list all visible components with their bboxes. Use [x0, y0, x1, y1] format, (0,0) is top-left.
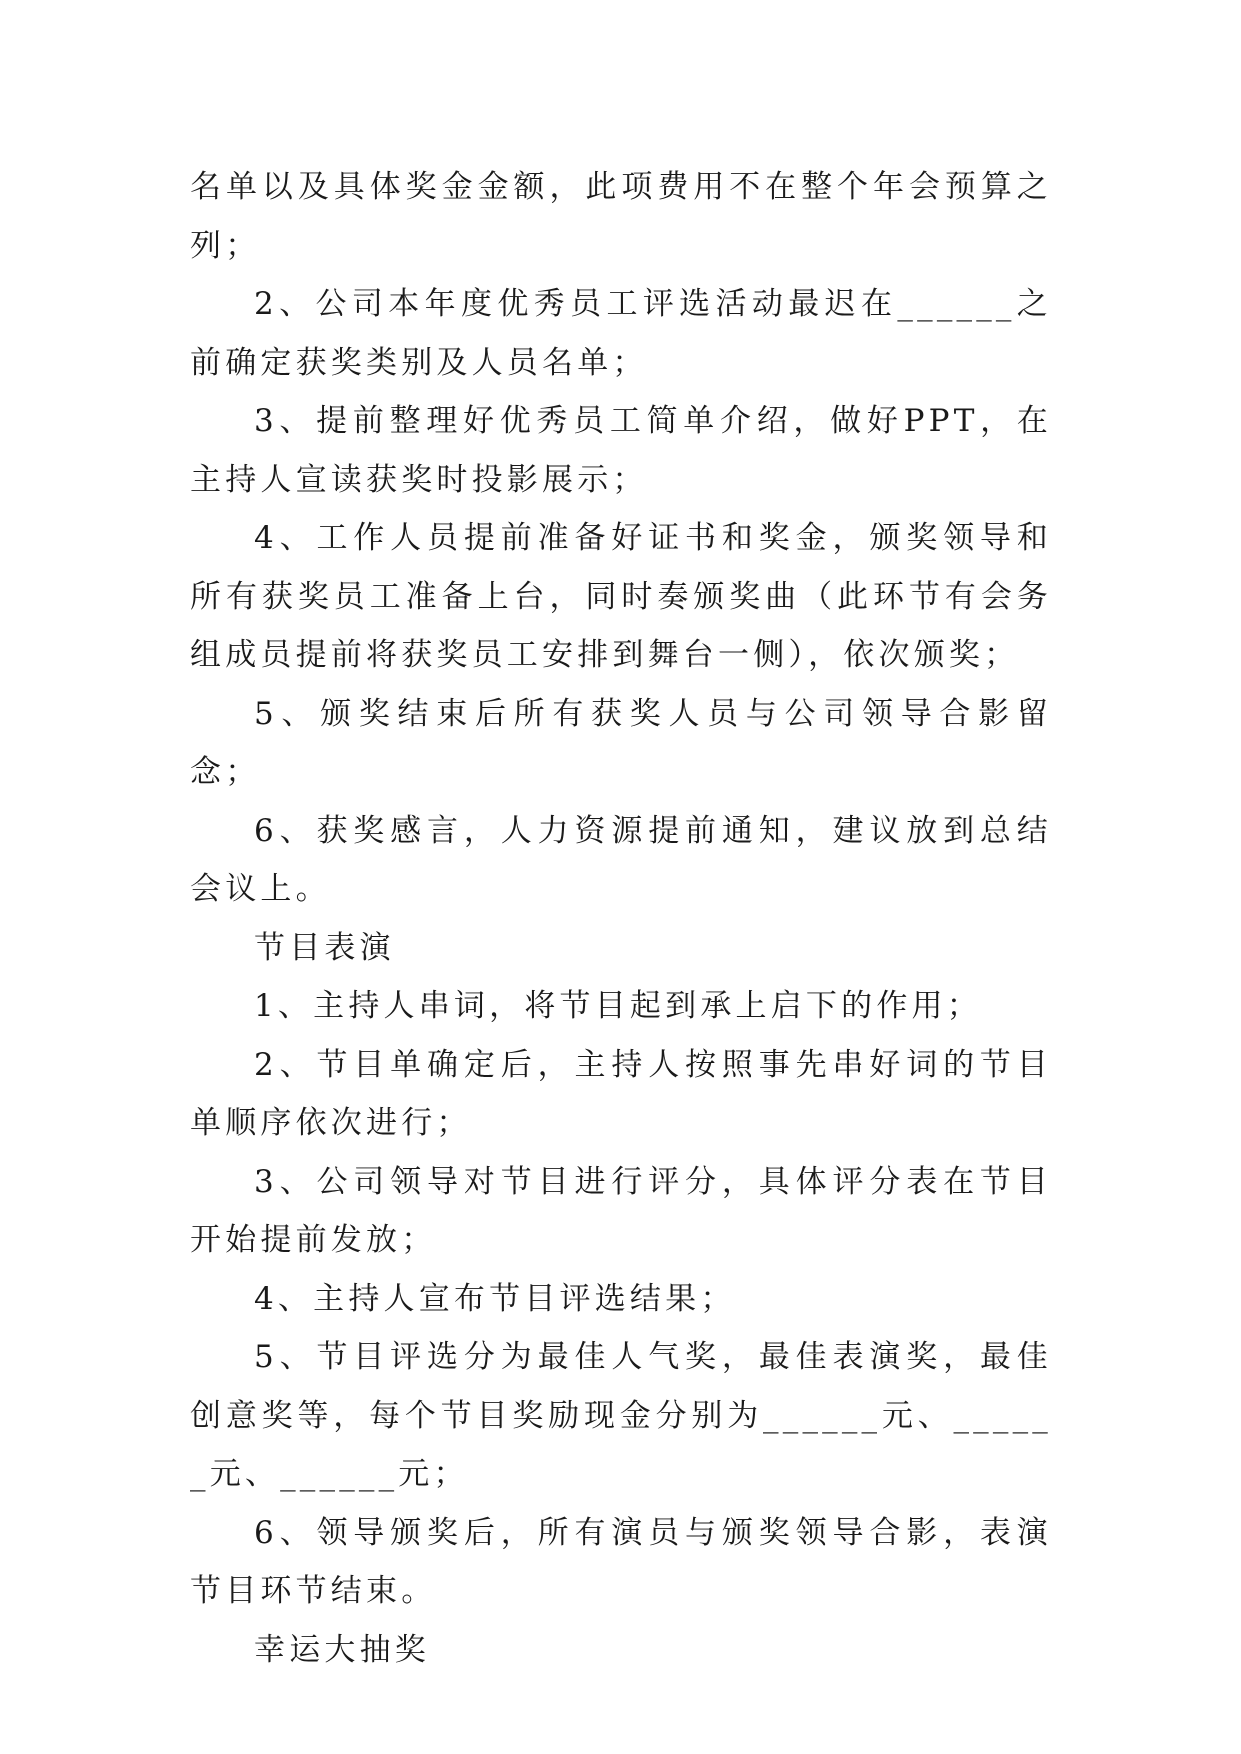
paragraph-performance-step-1: 1、主持人串词，将节目起到承上启下的作用； — [254, 988, 982, 1024]
paragraph-performance-step-5: 5、节目评选分为最佳人气奖，最佳表演奖，最佳创意奖等，每个节目奖励现金分别为______元、______元、______元； — [190, 1339, 1052, 1492]
paragraph-performance-step-3: 3、公司领导对节目进行评分，具体评分表在节目开始提前发放； — [190, 1163, 1052, 1258]
paragraph-performance-step-2: 2、节目单确定后，主持人按照事先串好词的节目单顺序依次进行； — [190, 1046, 1052, 1141]
paragraph-performance-step-6: 6、领导颁奖后，所有演员与颁奖领导合影，表演节目环节结束。 — [190, 1514, 1052, 1609]
paragraph-award-step-6: 6、获奖感言，人力资源提前通知，建议放到总结会议上。 — [190, 812, 1052, 907]
document-body — [190, 158, 1052, 1679]
section-heading-lottery: 幸运大抽奖 — [254, 1631, 430, 1668]
paragraph-award-step-4: 4、工作人员提前准备好证书和奖金，颁奖领导和所有获奖员工准备上台，同时奏颁奖曲（此环节有会务组成员提前将获奖员工安排到舞台一侧），依次颁奖； — [190, 520, 1052, 673]
paragraph-award-step-3: 3、提前整理好优秀员工简单介绍，做好PPT，在主持人宣读获奖时投影展示； — [190, 403, 1052, 498]
paragraph-performance-step-4: 4、主持人宣布节目评选结果； — [254, 1280, 736, 1317]
paragraph-award-step-5: 5、颁奖结束后所有获奖人员与公司领导合影留念； — [190, 695, 1052, 790]
paragraph-award-step-2: 2、公司本年度优秀员工评选活动最迟在______之前确定获奖类别及人员名单； — [190, 286, 1052, 381]
section-heading-performance: 节目表演 — [254, 929, 395, 966]
paragraph-continuation: 名单以及具体奖金金额，此项费用不在整个年会预算之列； — [190, 169, 1052, 264]
